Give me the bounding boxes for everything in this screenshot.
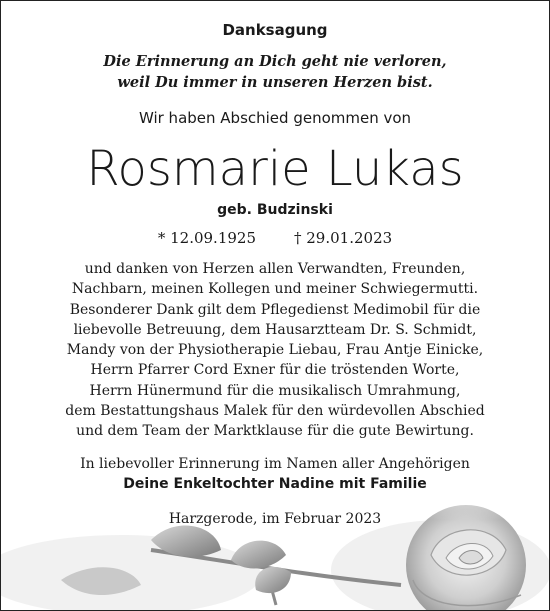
closing-block <box>1 454 549 494</box>
birth-date: * 12.09.1925 <box>157 229 256 247</box>
notice-heading: Danksagung <box>222 21 328 39</box>
thanks-line: Besonderer Dank gilt dem Pflegedienst Medimobil für die <box>69 301 481 318</box>
deceased-name: Rosmarie Lukas <box>86 141 464 197</box>
rose-illustration <box>1 480 550 610</box>
intro-text: Wir haben Abschied genommen von <box>138 109 412 127</box>
quote-line: Die Erinnerung an Dich geht nie verloren, <box>103 53 447 70</box>
thanks-line: Herrn Hünermund für die musikalisch Umrahmung, <box>89 382 461 399</box>
quote-line: weil Du immer in unseren Herzen bist. <box>117 74 433 91</box>
death-date: † 29.01.2023 <box>294 229 393 247</box>
birth-name: geb. Budzinski <box>217 202 333 218</box>
thanks-line: liebevolle Betreuung, dem Hausarztteam Dr. S. Schmidt, <box>73 321 477 338</box>
thanks-line: und dem Team der Marktklause für die gute Bewirtung. <box>76 423 474 440</box>
thanks-line: dem Bestattungshaus Malek für den würdevollen Abschied <box>65 403 485 420</box>
thanks-line: und danken von Herzen allen Verwandten, Freunden, <box>84 261 466 277</box>
thanks-line: Herrn Pfarrer Cord Exner für die tröstenden Worte, <box>90 362 460 379</box>
memorial-quote <box>1 51 549 93</box>
thanks-line: Nachbarn, meinen Kollegen und meiner Schwiegermutti. <box>71 281 479 298</box>
life-dates <box>1 229 549 247</box>
place-date: Harzgerode, im Februar 2023 <box>168 511 382 527</box>
thanks-line: Mandy von der Physiotherapie Liebau, Frau Antje Einicke, <box>66 342 484 359</box>
signature: Deine Enkeltochter Nadine mit Familie <box>123 476 427 492</box>
thanks-text <box>1 259 549 442</box>
closing-text: In liebevoller Erinnerung im Namen aller Angehörigen <box>80 456 470 472</box>
